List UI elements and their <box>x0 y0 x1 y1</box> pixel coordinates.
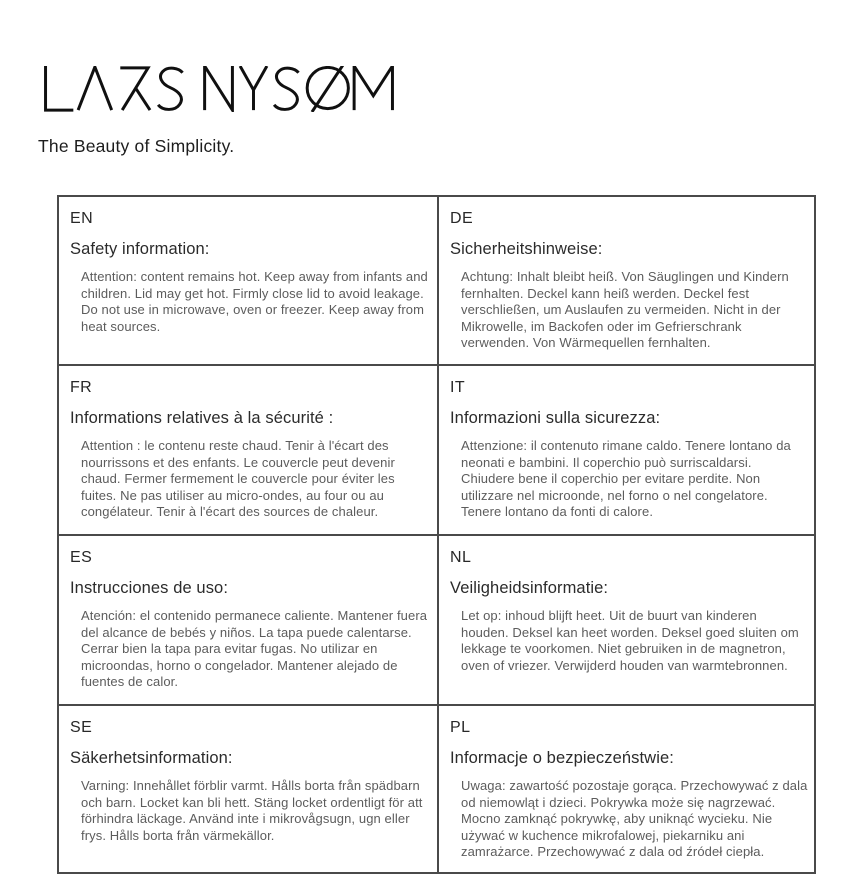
section-title: Safety information: <box>70 240 210 258</box>
safety-cell-de <box>439 197 814 366</box>
safety-text: Atención: el contenido permanece caliente. Mantener fuera del alcance de bebés y niños. La tapa puede calentarse. Cerrar bien la tapa para evitar fugas. No utilizar en microondas, horno o congelador. Mantener alejado de fuentes de calor. <box>81 608 428 689</box>
safety-cell-pl <box>439 706 814 872</box>
section-title: Informazioni sulla sicurezza: <box>450 409 661 427</box>
safety-cell-en <box>59 197 439 366</box>
safety-cell-nl <box>439 536 814 706</box>
safety-text: Achtung: Inhalt bleibt heiß. Von Säuglingen und Kindern fernhalten. Deckel kann heiß werden. Deckel fest verschließen, um Auslaufen zu vermeiden. Nicht in der Mikrowelle, im Backofen oder im Gefrierschrank verwenden. Von Wärmequellen fernhalten. <box>461 269 789 350</box>
section-title: Informations relatives à la sécurité : <box>70 409 334 427</box>
section-title: Säkerhetsinformation: <box>70 749 233 767</box>
safety-text: Uwaga: zawartość pozostaje gorąca. Przechowywać z dala od niemowląt i dzieci. Pokrywka może się nagrzewać. Mocno zamknąć pokrywkę, aby uniknąć wycieku. Nie używać w kuchence mikrofalowej, piekarniku ani zamrażarce. Przechowywać z dala od źródeł ciepła. <box>461 778 808 859</box>
safety-text: Attention : le contenu reste chaud. Tenir à l'écart des nourrissons et des enfants. Le couvercle peut devenir chaud. Fermer fermement le couvercle pour éviter les fuites. Ne pas utiliser au micro-ondes, au four ou au congélateur. Tenir à l'écart des sources de chaleur. <box>81 438 395 519</box>
safety-text: Varning: Innehållet förblir varmt. Hålls borta från spädbarn och barn. Locket kan bli hett. Stäng locket ordentligt för att förhindra läckage. Använd inte i mikrovågsugn, ugn eller frys. Hålls borta från värmekällor. <box>81 778 423 843</box>
safety-cell-es <box>59 536 439 706</box>
brand-logo-lettering <box>36 66 402 112</box>
safety-text: Attenzione: il contenuto rimane caldo. Tenere lontano da neonati e bambini. Il coperchio può surriscaldarsi. Chiudere bene il coperchio per evitare perdite. Non utilizzare nel microonde, nel forno o nel congelatore. Tenere lontano da fonti di calore. <box>461 438 791 519</box>
safety-text: Let op: inhoud blijft heet. Uit de buurt van kinderen houden. Deksel kan heet worden. Deksel goed sluiten om lekkage te voorkomen. Niet gebruiken in de magnetron, oven of vriezer. Verwijderd houden van warmtebronnen. <box>461 608 799 673</box>
language-code: FR <box>70 379 93 396</box>
safety-cell-it <box>439 366 814 536</box>
safety-cell-se <box>59 706 439 872</box>
section-title: Sicherheitshinweise: <box>450 240 603 258</box>
language-code: IT <box>450 379 466 396</box>
language-code: NL <box>450 549 472 566</box>
language-code: PL <box>450 719 471 736</box>
section-title: Veiligheidsinformatie: <box>450 579 609 597</box>
safety-cell-fr <box>59 366 439 536</box>
language-code: DE <box>450 210 474 227</box>
section-title: Informacje o bezpieczeństwie: <box>450 749 674 767</box>
language-code: EN <box>70 210 94 227</box>
brand-tagline: The Beauty of Simplicity. <box>38 136 235 156</box>
section-title: Instrucciones de uso: <box>70 579 229 597</box>
language-code: SE <box>70 719 93 736</box>
brand-logo <box>36 66 404 114</box>
safety-text: Attention: content remains hot. Keep away from infants and children. Lid may get hot. Firmly close lid to avoid leakage. Do not use in microwave, oven or freezer. Keep away from heat sources. <box>81 269 428 334</box>
safety-information-table <box>57 195 816 874</box>
language-code: ES <box>70 549 93 566</box>
